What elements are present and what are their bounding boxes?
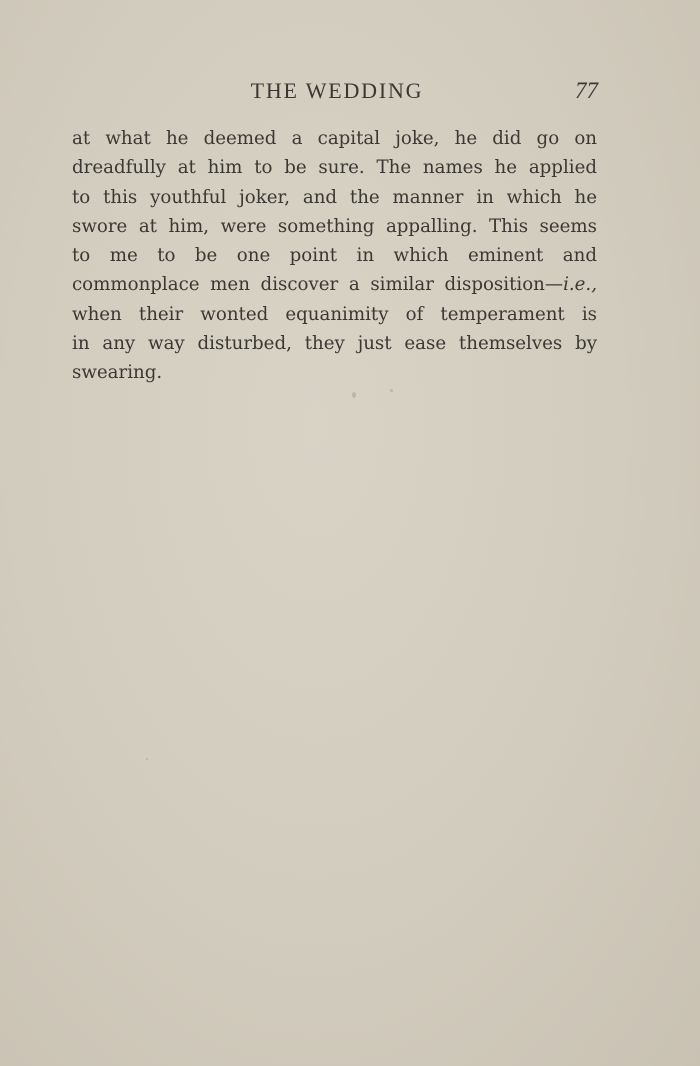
text-line: swore at him, were something appalling. This seems <box>72 215 597 237</box>
text-line: to this youthful joker, and the manner in which he <box>72 186 597 208</box>
text-line: to me to be one point in which eminent and <box>72 245 597 267</box>
body-paragraph <box>72 124 597 388</box>
paper-speck <box>390 389 393 392</box>
text-line: commonplace men discover a similar disposition—i.e., <box>72 274 597 296</box>
running-head <box>72 76 602 106</box>
paper-speck <box>352 392 356 398</box>
page-number: 77 <box>575 78 598 103</box>
abbreviation-ie: i.e., <box>563 274 597 296</box>
text-line: dreadfully at him to be sure. The names he applied <box>72 157 597 179</box>
text-line: swearing. <box>72 362 163 384</box>
text-line: when their wonted equanimity of temperament is <box>72 303 597 325</box>
paper-speck <box>146 758 148 760</box>
text-line: at what he deemed a capital joke, he did go on <box>72 128 597 149</box>
text-line: in any way disturbed, they just ease themselves by <box>72 333 597 355</box>
chapter-title: THE WEDDING <box>250 78 424 103</box>
